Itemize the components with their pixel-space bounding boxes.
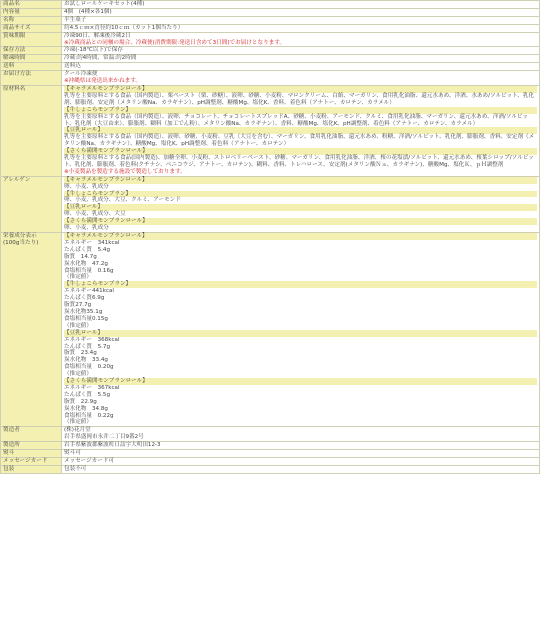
spec-row xyxy=(1,32,540,47)
spec-line: 冷蔵:約4時間、常温:約2時間 xyxy=(64,55,137,62)
spec-line: 脂質27.7g xyxy=(64,302,92,309)
spec-line: 炭水化物 47.2g xyxy=(64,260,108,267)
spec-line: エネルギー 368kcal xyxy=(64,336,120,343)
spec-line: 食塩相当量 0.20g xyxy=(64,364,114,371)
section-heading: 【キャラメルモンブランロール】 xyxy=(64,86,537,93)
spec-value xyxy=(62,16,540,24)
spec-value xyxy=(62,8,540,16)
spec-line: たんぱく質 5.4g xyxy=(64,246,111,253)
spec-row xyxy=(1,176,540,232)
spec-row xyxy=(1,24,540,32)
spec-label: メッセージカード xyxy=(1,458,62,466)
spec-line: エネルギー 341kcal xyxy=(64,239,120,246)
section-heading: 【豆乳ロール】 xyxy=(64,330,537,337)
spec-value xyxy=(62,427,540,442)
spec-row xyxy=(1,85,540,176)
spec-label: アレルゲン xyxy=(1,176,62,232)
spec-line: 脂質 14.7g xyxy=(64,253,97,260)
spec-line: （推定値） xyxy=(64,274,92,281)
spec-line: たんぱく質 5.7g xyxy=(64,343,111,350)
spec-value xyxy=(62,233,540,427)
spec-line: 包装不可 xyxy=(64,465,87,472)
spec-line: （推定値） xyxy=(64,371,92,378)
spec-line: 冷凍(-18℃以下)で保存 xyxy=(64,47,123,54)
spec-line: たんぱく質 5.5g xyxy=(64,391,111,398)
spec-row xyxy=(1,16,540,24)
spec-label: 名称 xyxy=(1,16,62,24)
spec-value xyxy=(62,450,540,458)
spec-value xyxy=(62,442,540,450)
spec-line: 卵、小麦、乳成分 xyxy=(64,225,109,232)
spec-value xyxy=(62,63,540,71)
spec-label: 商品名 xyxy=(1,1,62,9)
spec-line: たんぱく質6.9g xyxy=(64,295,105,302)
spec-value xyxy=(62,85,540,176)
spec-row xyxy=(1,450,540,458)
spec-row xyxy=(1,465,540,473)
spec-line: 脂質 23.4g xyxy=(64,350,97,357)
spec-line: 乳等を主要原料とする食品（国内製造）、液卵、チョコレート、チョコレートスプレッドA、砂糖、小麦粉、アーモンド、クルミ、食用乳化油脂、マーガリン、還元水あめ、洋酒/ソルビット、乳化剤（大豆由来）、膨脹剤、糊料（加工でん粉）、メタリン酸Na、カラギナン）、香料、糖酸Mg、塩化K、pH調整剤、着色料（アナトー、カロテン、カラメル） xyxy=(64,113,528,127)
spec-row xyxy=(1,47,540,55)
spec-label: 栄養成分表示 (100g当たり) xyxy=(1,233,62,427)
warning-note: ※小麦製品を製造する施設で製造しております。 xyxy=(64,168,186,175)
spec-line: メッセージカード可 xyxy=(64,458,115,464)
spec-label: 製造所 xyxy=(1,442,62,450)
spec-line: 4個 (4種×各1個) xyxy=(64,8,112,15)
spec-label: お届け方法 xyxy=(1,71,62,86)
spec-value xyxy=(62,71,540,86)
spec-line: クール冷凍便 xyxy=(64,71,98,78)
spec-value xyxy=(62,47,540,55)
spec-value xyxy=(62,55,540,63)
spec-line: 冷凍90日、解凍後冷蔵2日 xyxy=(64,32,131,39)
spec-line: 卵、小麦、乳成分 xyxy=(64,183,109,190)
spec-line: （推定値） xyxy=(64,322,92,329)
spec-value xyxy=(62,465,540,473)
spec-label: 商品サイズ xyxy=(1,24,62,32)
spec-line: 岩手県紫波郡紫波町日詰字大明田12-3 xyxy=(64,442,161,449)
spec-label: 送料 xyxy=(1,63,62,71)
section-heading: 【豆乳ロール】 xyxy=(64,204,537,211)
section-heading: 【牛しょこらモンブラン】 xyxy=(64,107,537,114)
spec-line: 半生菓子 xyxy=(64,16,87,23)
spec-line: 脂質 22.9g xyxy=(64,398,97,405)
spec-value xyxy=(62,24,540,32)
section-heading: 【さくら満開モンブランロール】 xyxy=(64,378,537,385)
spec-row xyxy=(1,1,540,9)
section-heading: 【豆乳ロール】 xyxy=(64,127,537,134)
section-heading: 【牛しょこらモンブラン】 xyxy=(64,191,537,198)
spec-label: 包装 xyxy=(1,465,62,473)
spec-line: 乳等を主要原料とする食品（国内製造）、液卵、砂糖、小麦粉、豆乳（大豆を含む）、マーガリン、食用乳化油脂、還元水あめ、粉糖、洋酒/ソルビット、乳化剤、膨脹剤、香料、安定剤（メタリン酸Na、カラギナン）、糖酸Mg、塩化K、pH調整剤、着色料（アナトー、カロテン） xyxy=(64,134,535,148)
spec-label: 製造者 xyxy=(1,427,62,442)
spec-value xyxy=(62,458,540,466)
spec-line: エネルギー441kcal xyxy=(64,288,114,295)
spec-row xyxy=(1,71,540,86)
spec-line: エネルギー 367kcal xyxy=(64,384,120,391)
spec-value xyxy=(62,176,540,232)
spec-row xyxy=(1,55,540,63)
warning-note: ※沖縄県は発送出来かねます。 xyxy=(64,78,141,85)
spec-line: 乳等を主要原料とする食品(国内製造)、加糖全卵、小麦粉、ストロベリーペースト、砂糖、マーガリン、食用乳化油脂、洋酒、桜の花塩漬/ソルビット、還元水あめ、桜葉シロップ/ソルビット、乳化剤、膨脹剤、着色料(クチナシ、ベニコウジ、アナトー、カロテン)、糊料、香料、トレハロース、安定剤(メタリン酸Ｎａ、カラギナン)、糖酸Mg、塩化Ｋ、ｐＨ調整剤 xyxy=(64,155,534,168)
spec-label: 内容量 xyxy=(1,8,62,16)
warning-note: ※冷蔵商品との同梱の場合、冷蔵便(消費期限:発送日含めて3日間)でお届けとなります。 xyxy=(64,39,286,46)
spec-line: 炭水化物 34.8g xyxy=(64,405,108,412)
spec-line: 熨斗可 xyxy=(64,450,81,457)
spec-value xyxy=(62,32,540,47)
spec-row xyxy=(1,63,540,71)
spec-line: 乳等を主要原料とする食品（国内製造）、栗ペースト（栗、砂糖）、液卵、砂糖、小麦粉、マロンクリーム、白餡、マーガリン、食用乳化油脂、還元水あめ、洋酒、水あめ/ソルビット、乳化剤、膨脹剤、安定剤（メタリン酸Na、カラギナン）、pH調整剤、糖酸Mg、塩化K、香料、着色料（アナトー、カロテン、カラメル） xyxy=(64,92,535,106)
spec-line: 食塩相当量0.15g xyxy=(64,315,108,322)
section-heading: 【牛しょこらモンブラン】 xyxy=(64,281,537,288)
spec-line: お試しロールケーキセット(4種) xyxy=(64,1,145,7)
section-heading: 【キャラメルモンブランロール】 xyxy=(64,177,537,184)
spec-row xyxy=(1,233,540,427)
spec-line: 約4.5ｃｍ×直径約10ｃｍ（カット1個当たり） xyxy=(64,24,184,31)
spec-line: (株)花月堂 xyxy=(64,427,91,434)
spec-label: 熨斗 xyxy=(1,450,62,458)
section-heading: 【キャラメルモンブランロール】 xyxy=(64,233,537,240)
spec-line: 卵、小麦、乳成分、大豆 xyxy=(64,211,126,218)
spec-label: 保存方法 xyxy=(1,47,62,55)
spec-line: 食塩相当量 0.22g xyxy=(64,412,114,419)
spec-label: 原材料名 xyxy=(1,85,62,176)
spec-line: 送料込 xyxy=(64,63,81,70)
spec-value xyxy=(62,1,540,9)
section-heading: 【さくら満開モンブランロール】 xyxy=(64,148,537,155)
spec-line: 卵、小麦、乳成分、大豆、クルミ、アーモンド xyxy=(64,197,181,204)
spec-line: 炭水化物35.1g xyxy=(64,308,103,315)
spec-line: 炭水化物 33.4g xyxy=(64,357,108,364)
spec-label: 解凍時間 xyxy=(1,55,62,63)
spec-line: 岩手県盛岡市永井二丁目9番2号 xyxy=(64,434,144,441)
spec-line: （推定値） xyxy=(64,419,92,426)
section-heading: 【さくら満開モンブランロール】 xyxy=(64,218,537,225)
spec-line: 食塩相当量 0.16g xyxy=(64,267,114,274)
spec-row xyxy=(1,442,540,450)
spec-row xyxy=(1,458,540,466)
spec-row xyxy=(1,8,540,16)
spec-row xyxy=(1,427,540,442)
spec-label: 賞味期限 xyxy=(1,32,62,47)
